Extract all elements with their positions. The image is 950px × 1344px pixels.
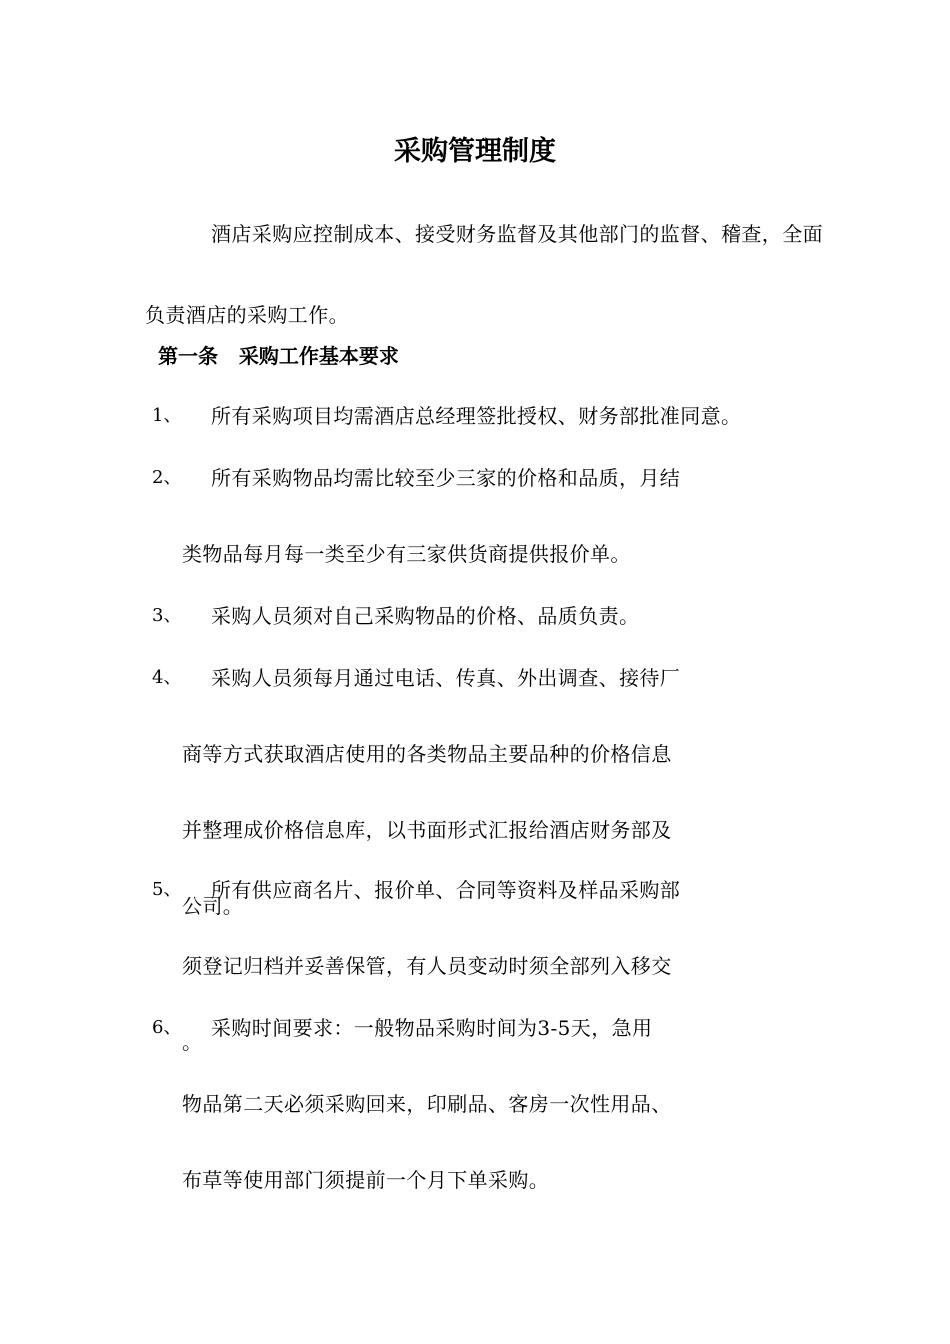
list-item-line: 类物品每月每一类至少有三家供货商提供报价单。 [182, 542, 631, 566]
list-item-line: 商等方式获取酒店使用的各类物品主要品种的价格信息 [182, 742, 672, 766]
list-item-number: 3、 [152, 605, 182, 626]
list-item-number: 1、 [152, 405, 182, 426]
page-title: 采购管理制度 [394, 136, 556, 167]
section-heading: 第一条 采购工作基本要求 [158, 344, 399, 368]
list-item-line: 布草等使用部门须提前一个月下单采购。 [182, 1168, 550, 1192]
list-item-line: 采购时间要求：一般物品采购时间为3-5天，急用 [211, 1016, 653, 1040]
list-item-text: 采购人员须对自己采购物品的价格、品质负责。 [211, 604, 640, 628]
list-item-line: 公司。 [182, 894, 244, 918]
list-item-line: 所有供应商名片、报价单、合同等资料及样品采购部 [211, 878, 681, 902]
list-item-line: 并整理成价格信息库，以书面形式汇报给酒店财务部及 [182, 818, 672, 842]
list-item-text: 所有采购项目均需酒店总经理签批授权、财务部批准同意。 [211, 404, 742, 428]
list-item-line: 物品第二天必须采购回来，印刷品、客房一次性用品、 [182, 1092, 672, 1116]
list-item-line: 须登记归档并妥善保管，有人员变动时须全部列入移交 [182, 954, 672, 978]
list-item-number: 5、 [152, 879, 182, 900]
list-item-line: 所有采购物品均需比较至少三家的价格和品质，月结 [211, 466, 681, 490]
list-item-number: 6、 [152, 1017, 182, 1038]
list-item-number: 2、 [152, 467, 182, 488]
list-item-line: 采购人员须每月通过电话、传真、外出调查、接待厂 [211, 666, 681, 690]
intro-paragraph: 酒店采购应控制成本、接受财务监督及其他部门的监督、稽查，全面负责酒店的采购工作。 [145, 222, 823, 327]
list-item-number: 4、 [152, 667, 182, 688]
list-item-line: 。 [182, 1030, 203, 1054]
